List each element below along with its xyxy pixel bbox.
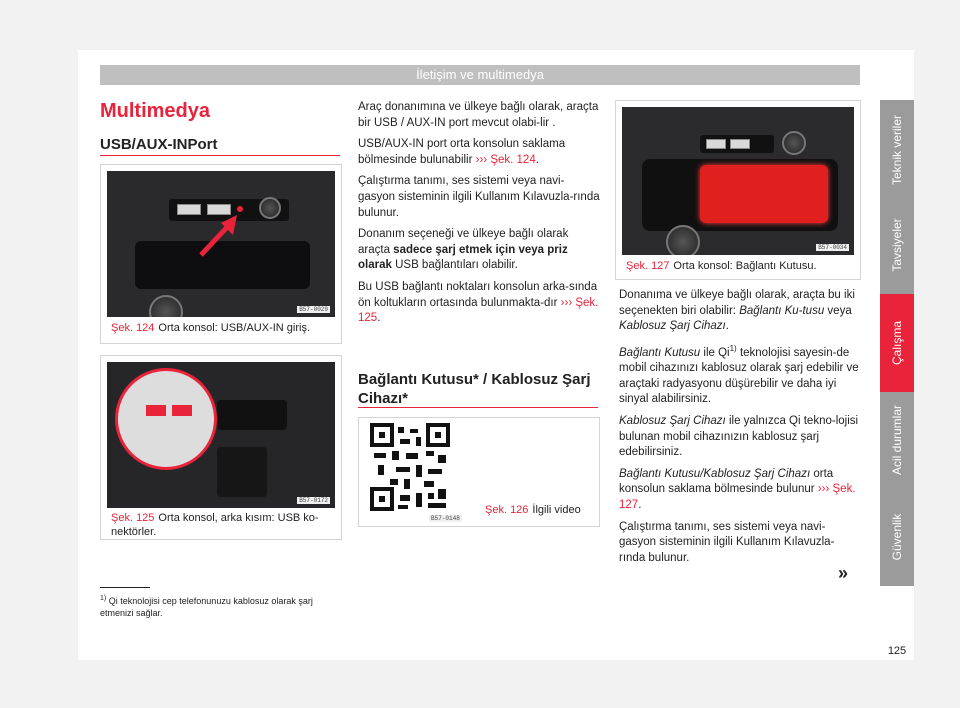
figure-code: B57-0148 [431,515,460,522]
connectivity-box-photo [622,107,854,255]
figure-caption [111,511,333,539]
usb-console-photo [107,171,335,317]
page-number: 125 [887,645,907,657]
section-title: Multimedya [100,100,211,122]
paragraph: Bağlantı Kutusu/Kablosuz Şarj Cihazı orta konsolun saklama bölmesinde bulunur ››› Şek. 127. [619,467,856,511]
figure-caption [626,259,817,273]
paragraph: USB/AUX-IN port orta konsolun saklama bölmesinde bulunabilir ››› Şek. 124. [358,138,566,166]
continue-mark: » [838,563,849,583]
rear-console-photo [107,362,335,508]
footnote-mark: 1) [100,595,107,602]
paragraph: Bağlantı Kutusu ile Qi$^{1)}$ teknolojisi sayesin-de mobil cihazınızı kablosuz olarak şarj edebilir ve araçtaki radyasyonu düşürebilir ve daha iyi sinyal alabilirsiniz. [619,343,859,406]
column-3-text [619,288,859,572]
tab-tavsiyeler[interactable] [880,196,914,294]
figure-code: B57-0172 [299,497,328,504]
figure-caption [111,321,310,335]
tab-label: Tavsiyeler [890,218,904,272]
tab-calisma[interactable] [880,294,914,392]
paragraph: Araç donanımına ve ülkeye bağlı olarak, araçta bir USB / AUX-IN port mevcut olabi-lir . [358,101,599,129]
caption-text: Orta konsol: Bağlantı Kutusu. [673,260,817,272]
tab-label: Teknik veriler [890,114,904,186]
column-2-text [358,100,600,333]
figure-code: B57-0034 [818,244,847,251]
qr-code [370,423,450,511]
paragraph: Donanım seçeneği ve ülkeye bağlı olarak araçta sadece şarj etmek için veya priz olarak USB bağlantıları olabilir. [358,228,569,272]
caption-text: Orta konsol: USB/AUX-IN giriş. [158,322,311,334]
wireless-charger-highlight [700,165,828,223]
title-rule [358,407,598,408]
footnote [100,593,345,619]
paragraph: Bu USB bağlantı noktaları konsolun arka-sında ön koltukların ortasında bulunmakta-dır ››› Şek. 125. [358,280,599,325]
footnote-ref[interactable]: 1) [729,343,737,353]
caption-text: Orta konsol, arka kısım: USB ko-nektörler. [111,512,319,538]
figure-124 [100,164,342,344]
running-header: İletişim ve multimedya [100,65,860,85]
paragraph: Kablosuz Şarj Cihazı ile yalnızca Qi tekno-lojisi bulunan mobil cihazınızın kablosuz şarj edebilirsiniz. [619,414,859,459]
footnote-text: Qi teknolojisi cep telefonunuzu kablosuz olarak şarj etmenizi sağlar. [100,596,313,618]
figure-code: B57-0029 [299,306,328,313]
figure-link[interactable]: ››› Şek. 127 [619,483,856,511]
magnifier [115,368,217,470]
tab-guvenlik[interactable] [880,488,914,586]
figure-127 [615,100,861,280]
paragraph: Çalıştırma tanımı, ses sistemi veya navi-gasyon sisteminin ilgili Kullanım Kılavuzla-rında bulunur. [619,520,835,564]
subsection-title: USB/AUX-INPort [100,136,218,153]
figure-link[interactable]: ››› Şek. 125 [358,296,599,325]
figure-number: Şek. 125 [111,512,155,524]
figure-caption [485,503,581,517]
subsection-title-2: Bağlantı Kutusu* / Kablosuz Şarj Cihazı* [358,371,591,407]
figure-link[interactable]: ››› Şek. 124 [475,153,536,166]
paragraph: Çalıştırma tanımı, ses sistemi veya navi-gasyon sisteminin ilgili Kullanım Kılavuzla-rında bulunur. [358,175,600,219]
title-rule [100,155,340,156]
tab-label: Güvenlik [890,513,904,561]
paragraph: Donanıma ve ülkeye bağlı olarak, araçta bu iki seçenekten biri olabilir: Bağlantı Ku-tusu veya Kablosuz Şarj Cihazı. [619,289,855,333]
figure-126 [358,417,600,527]
tab-teknik-veriler[interactable] [880,100,914,200]
tab-label: Çalışma [890,320,904,366]
tab-acil-durumlar[interactable] [880,392,914,488]
figure-125 [100,355,342,540]
pointer-arrow [195,211,243,261]
figure-number: Şek. 124 [111,322,155,334]
footnote-rule [100,587,150,588]
figure-number: Şek. 127 [626,260,670,272]
caption-text: İlgili video [532,504,581,516]
figure-number: Şek. 126 [485,504,529,516]
tab-label: Acil durumlar [890,404,904,476]
